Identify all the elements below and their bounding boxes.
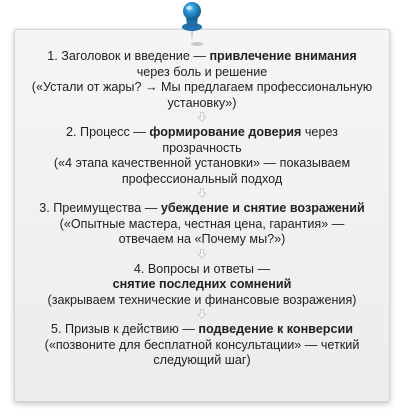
step-3-line-3: отвечаем на «Почему мы?») [118, 232, 286, 246]
step-3-line-2: («Опытные мастера, честная цена, гарантия» — [59, 216, 345, 231]
step-2-line-3: («4 этапа качественной установки» — показываем [53, 156, 351, 170]
pushpin-icon [170, 0, 214, 50]
step-1-line-2: через боль и решение [136, 64, 268, 79]
down-arrow-icon [197, 309, 207, 319]
step-2-line-2: прозрачность [162, 140, 242, 155]
step-2-title-prefix: 2. Процесс — [66, 125, 150, 139]
step-5-line-3: следующий шаг) [153, 353, 251, 367]
step-3-title-bold: убеждение и снятие возражений [160, 201, 365, 215]
step-2-title [15, 125, 389, 141]
sticky-note [14, 29, 390, 402]
step-2-line-4: профессиональный подход [121, 171, 283, 186]
step-1-line-3: («Устали от жары? → Мы предлагаем профессиональную [31, 80, 373, 94]
step-4-line-3: (закрываем технические и финансовые возражения) [47, 292, 357, 307]
down-arrow-icon [197, 188, 207, 198]
step-4-title: 4. Вопросы и ответы — [133, 261, 271, 276]
step-5-title [15, 322, 389, 338]
step-1 [15, 49, 389, 111]
step-3-title-prefix: 3. Преимущества — [39, 201, 161, 215]
step-2-title-suffix: через [301, 125, 338, 139]
step-5 [15, 322, 389, 369]
step-1-title [15, 49, 389, 65]
step-2-title-bold: формирование доверия [149, 125, 302, 139]
down-arrow-icon [197, 249, 207, 259]
step-1-title-bold: привлечение внимания [209, 49, 357, 63]
step-5-title-prefix: 5. Призыв к действию — [51, 322, 199, 336]
note-content [15, 49, 389, 369]
step-1-title-prefix: 1. Заголовок и введение — [47, 49, 210, 63]
step-4 [15, 262, 389, 309]
step-5-line-2: («позвоните для бесплатной консультации» — четкий [44, 337, 360, 352]
down-arrow-icon [197, 112, 207, 122]
step-4-line-2-bold: снятие последних сомнений [112, 277, 292, 291]
step-5-title-bold: подведение к конверсии [198, 322, 353, 336]
step-2 [15, 125, 389, 187]
step-1-line-4: установку») [167, 95, 237, 110]
step-3 [15, 201, 389, 248]
step-3-title [15, 201, 389, 217]
